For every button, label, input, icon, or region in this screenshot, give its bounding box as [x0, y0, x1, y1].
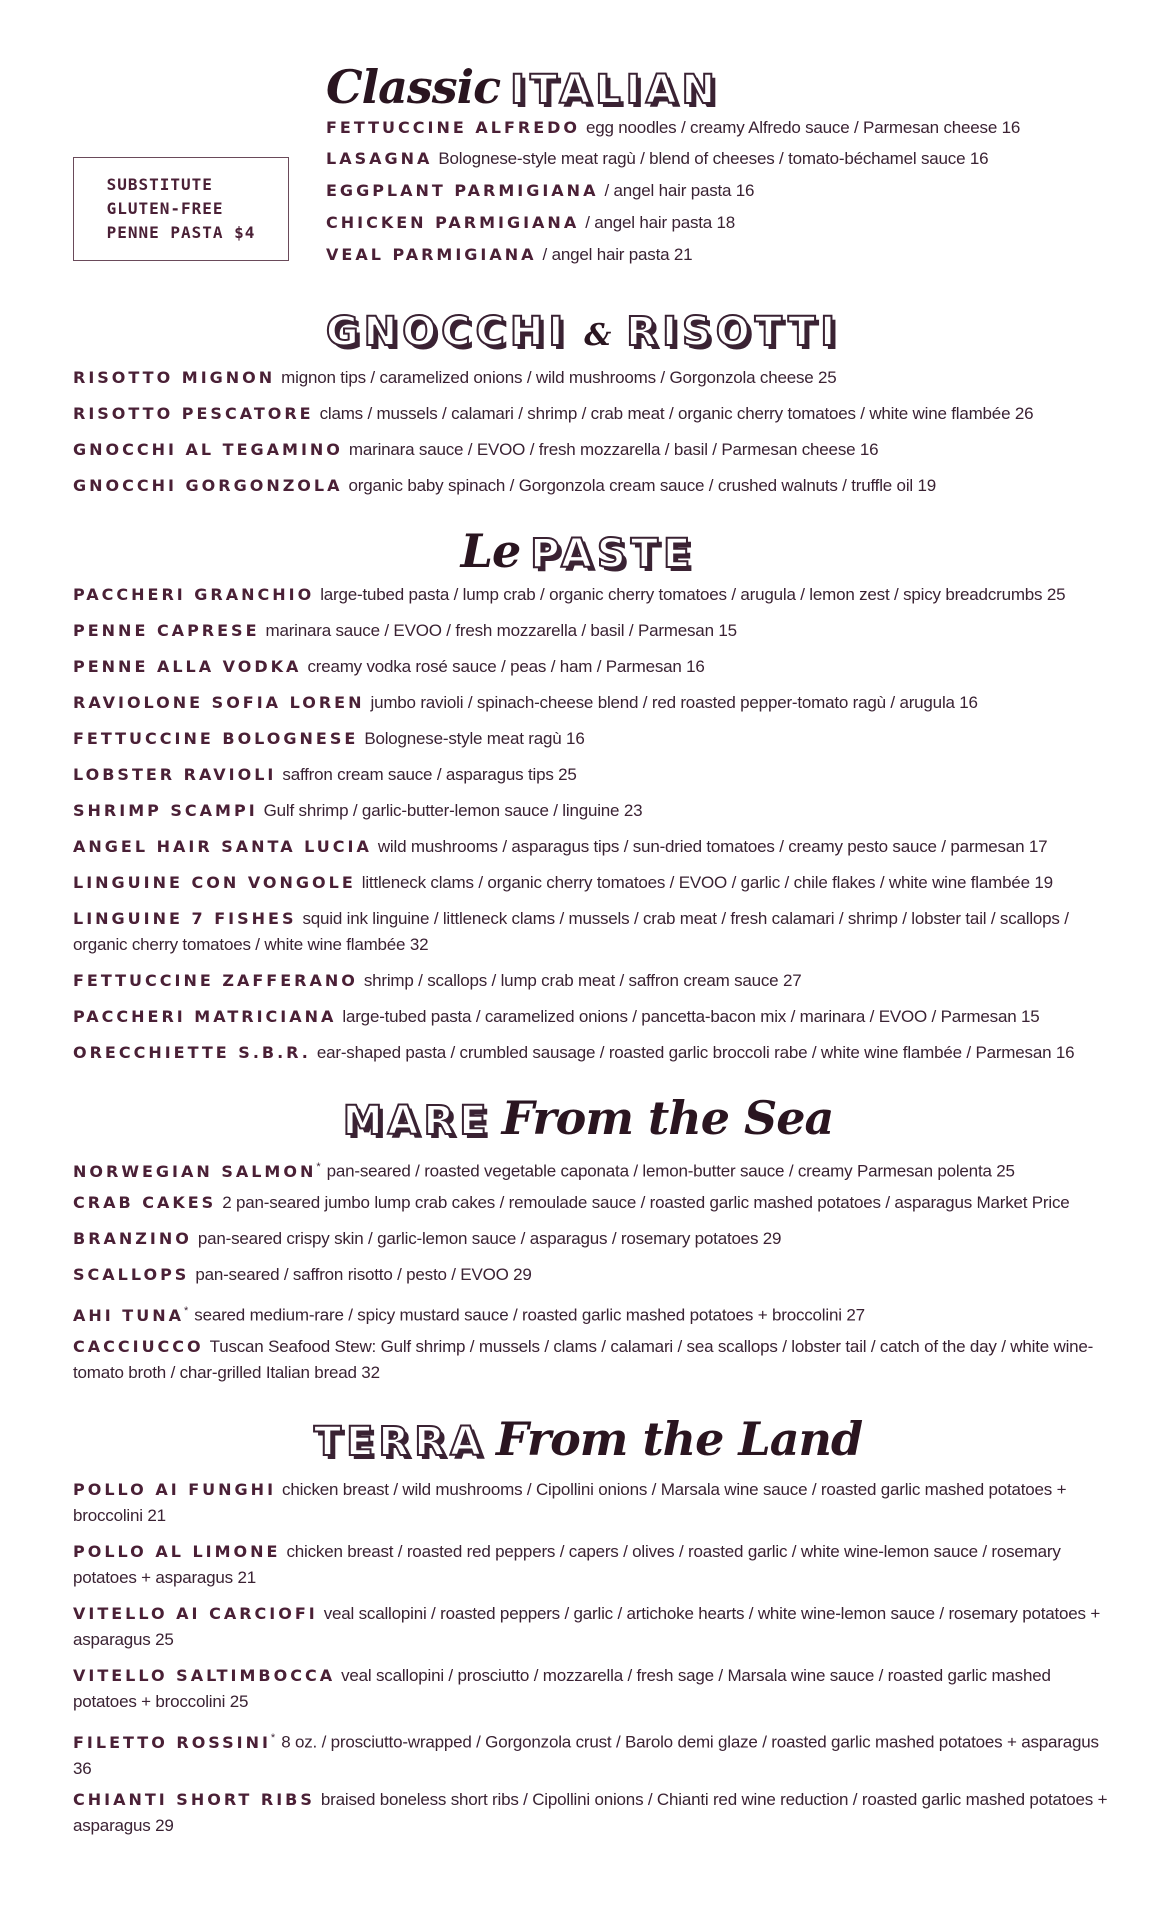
item-name: CACCIUCCO [73, 1337, 204, 1356]
item-name: LASAGNA [326, 149, 433, 168]
item-star: * [183, 1305, 189, 1317]
menu-item [73, 1725, 1113, 1782]
menu-item [73, 1262, 1113, 1288]
item-name: AHI TUNA [73, 1305, 184, 1325]
menu-item [73, 1226, 1113, 1252]
item-desc: chicken breast / wild mushrooms / Cipollini onions / Marsala wine sauce / roasted garlic mashed potatoes + broccolini 21 [73, 1480, 1067, 1525]
menu-item [73, 1334, 1113, 1386]
item-name: ORECCHIETTE S.B.R. [73, 1043, 311, 1062]
ampersand: & [584, 318, 611, 353]
item-desc: Bolognese-style meat ragù 16 [364, 729, 585, 748]
item-desc: littleneck clams / organic cherry tomatoes / EVOO / garlic / chile flakes / white wine flambée 19 [361, 873, 1053, 892]
item-desc: saffron cream sauce / asparagus tips 25 [282, 765, 577, 784]
item-desc: 2 pan-seared jumbo lump crab cakes / remoulade sauce / roasted garlic mashed potatoes / asparagus Market Price [222, 1193, 1070, 1212]
item-name: GNOCCHI AL TEGAMINO [73, 440, 343, 459]
menu-item [326, 242, 1106, 268]
item-desc: wild mushrooms / asparagus tips / sun-dried tomatoes / creamy pesto sauce / parmesan 17 [377, 837, 1048, 856]
item-name: LINGUINE 7 FISHES [73, 909, 297, 928]
item-name: FILETTO ROSSINI [73, 1732, 271, 1752]
item-desc: jumbo ravioli / spinach-cheese blend / red roasted pepper-tomato ragù / arugula 16 [370, 693, 978, 712]
item-name: CHICKEN PARMIGIANA [326, 213, 580, 232]
gluten-free-note: SUBSTITUTE GLUTEN-FREE PENNE PASTA $4 [106, 175, 256, 242]
item-desc: Gulf shrimp / garlic-butter-lemon sauce / linguine 23 [263, 801, 643, 820]
menu-item [73, 1190, 1113, 1216]
item-name: RISOTTO MIGNON [73, 368, 276, 387]
item-name: ANGEL HAIR SANTA LUCIA [73, 837, 372, 856]
menu-item [73, 1298, 1113, 1329]
menu-item [73, 582, 1113, 608]
menu-item [326, 146, 1106, 172]
mare-heading [0, 1091, 1166, 1145]
menu-item [73, 834, 1113, 860]
item-name: CRAB CAKES [73, 1193, 217, 1212]
item-name: RISOTTO PESCATORE [73, 404, 314, 423]
item-desc: / angel hair pasta 16 [604, 181, 755, 200]
item-desc: mignon tips / caramelized onions / wild mushrooms / Gorgonzola cheese 25 [281, 368, 837, 387]
item-desc: pan-seared crispy skin / garlic-lemon sauce / asparagus / rosemary potatoes 29 [197, 1229, 782, 1248]
menu-item [73, 1787, 1113, 1839]
item-desc: pan-seared / saffron risotto / pesto / EVOO 29 [195, 1265, 532, 1284]
item-desc: / angel hair pasta 21 [542, 245, 693, 264]
gnocchi-block-title: GNOCCHI [325, 309, 569, 355]
item-desc: organic baby spinach / Gorgonzola cream sauce / crushed walnuts / truffle oil 19 [348, 476, 937, 495]
item-desc: egg noodles / creamy Alfredo sauce / Parmesan cheese 16 [586, 118, 1021, 137]
item-desc: marinara sauce / EVOO / fresh mozzarella / basil / Parmesan cheese 16 [348, 440, 879, 459]
from-the-sea-script: From the Sea [501, 1091, 834, 1145]
item-name: SCALLOPS [73, 1265, 190, 1284]
menu-item [73, 690, 1113, 716]
item-name: LINGUINE CON VONGOLE [73, 873, 356, 892]
menu-item [73, 1477, 1113, 1529]
item-name: POLLO AL LIMONE [73, 1542, 281, 1561]
item-desc: shrimp / scallops / lump crab meat / saffron cream sauce 27 [363, 971, 802, 990]
item-desc: chicken breast / roasted red peppers / capers / olives / roasted garlic / white wine-lemon sauce / rosemary potatoes + asparagus 21 [73, 1542, 1061, 1587]
item-name: NORWEGIAN SALMON [73, 1161, 317, 1181]
menu-item [73, 365, 1113, 391]
menu-item [73, 1004, 1113, 1030]
gnocchi-risotti-heading [0, 309, 1166, 355]
menu-item [73, 401, 1113, 427]
from-the-land-script: From the Land [495, 1412, 863, 1466]
menu-item [73, 906, 1113, 958]
item-desc: marinara sauce / EVOO / fresh mozzarella / basil / Parmesan 15 [265, 621, 737, 640]
le-script-title: Le [460, 524, 521, 578]
menu-item [326, 210, 1106, 236]
item-desc: clams / mussels / calamari / shrimp / crab meat / organic cherry tomatoes / white wine flambée 26 [319, 404, 1034, 423]
menu-item [73, 870, 1113, 896]
item-name: EGGPLANT PARMIGIANA [326, 181, 599, 200]
menu-item [73, 1601, 1113, 1653]
menu-item [73, 1154, 1113, 1185]
menu-item [73, 798, 1113, 824]
item-desc: ear-shaped pasta / crumbled sausage / roasted garlic broccoli rabe / white wine flambée / Parmesan 16 [316, 1043, 1075, 1062]
item-name: VEAL PARMIGIANA [326, 245, 537, 264]
item-name: FETTUCCINE ZAFFERANO [73, 971, 358, 990]
menu-item [73, 1040, 1113, 1066]
item-desc: Bolognese-style meat ragù / blend of cheeses / tomato-béchamel sauce 16 [438, 149, 989, 168]
le-paste-heading [0, 524, 1166, 578]
menu-item [73, 473, 1113, 499]
classic-script-title: Classic [326, 60, 501, 114]
item-desc: braised boneless short ribs / Cipollini onions / Chianti red wine reduction / roasted garlic mashed potatoes + asparagus 29 [73, 1790, 1108, 1835]
menu-item [73, 437, 1113, 463]
menu-item [73, 1663, 1113, 1715]
item-name: LOBSTER RAVIOLI [73, 765, 277, 784]
item-name: PACCHERI MATRICIANA [73, 1007, 337, 1026]
menu-item [73, 762, 1113, 788]
paste-block-title: PASTE [530, 531, 696, 577]
item-name: SHRIMP SCAMPI [73, 801, 258, 820]
menu-item [73, 654, 1113, 680]
item-desc: squid ink linguine / littleneck clams / mussels / crab meat / fresh calamari / shrimp / lobster tail / scallops / organic cherry tomatoes / white wine flambée 32 [73, 909, 1069, 954]
menu-item [73, 968, 1113, 994]
item-name: GNOCCHI GORGONZOLA [73, 476, 343, 495]
item-name: BRANZINO [73, 1229, 192, 1248]
item-desc: Tuscan Seafood Stew: Gulf shrimp / mussels / clams / calamari / sea scallops / lobster tail / catch of the day / white wine-tomato broth / char-grilled Italian bread 32 [73, 1337, 1094, 1382]
italian-block-title: ITALIAN [510, 67, 720, 113]
item-name: VITELLO AI CARCIOFI [73, 1604, 318, 1623]
menu-item [73, 618, 1113, 644]
menu-item [73, 1539, 1113, 1591]
item-name: CHIANTI SHORT RIBS [73, 1790, 315, 1809]
item-desc: large-tubed pasta / lump crab / organic cherry tomatoes / arugula / lemon zest / spicy breadcrumbs 25 [320, 585, 1066, 604]
item-desc: 8 oz. / prosciutto-wrapped / Gorgonzola crust / Barolo demi glaze / roasted garlic mashed potatoes + asparagus 36 [73, 1732, 1099, 1778]
item-desc: veal scallopini / prosciutto / mozzarella / fresh sage / Marsala wine sauce / roasted garlic mashed potatoes + broccolini 25 [73, 1666, 1051, 1711]
item-desc: large-tubed pasta / caramelized onions / pancetta-bacon mix / marinara / EVOO / Parmesan 15 [342, 1007, 1040, 1026]
item-desc: pan-seared / roasted vegetable caponata / lemon-butter sauce / creamy Parmesan polenta 25 [326, 1161, 1015, 1181]
menu-item [73, 726, 1113, 752]
risotti-block-title: RISOTTI [626, 309, 841, 355]
item-name: PACCHERI GRANCHIO [73, 585, 315, 604]
item-name: FETTUCCINE BOLOGNESE [73, 729, 359, 748]
item-desc: / angel hair pasta 18 [585, 213, 736, 232]
gluten-free-note-box [73, 157, 289, 261]
item-name: PENNE ALLA VODKA [73, 657, 302, 676]
item-desc: seared medium-rare / spicy mustard sauce / roasted garlic mashed potatoes + broccolini 27 [194, 1305, 865, 1325]
terra-heading [0, 1412, 1166, 1466]
menu-item [326, 178, 1106, 204]
menu-item [326, 115, 1106, 141]
item-desc: creamy vodka rosé sauce / peas / ham / Parmesan 16 [307, 657, 705, 676]
item-desc: veal scallopini / roasted peppers / garlic / artichoke hearts / white wine-lemon sauce / rosemary potatoes + asparagus 25 [73, 1604, 1101, 1649]
item-name: FETTUCCINE ALFREDO [326, 118, 581, 137]
item-name: VITELLO SALTIMBOCCA [73, 1666, 336, 1685]
item-name: POLLO AI FUNGHI [73, 1480, 277, 1499]
item-name: PENNE CAPRESE [73, 621, 260, 640]
terra-block-title: TERRA [313, 1419, 486, 1465]
mare-block-title: MARE [342, 1098, 492, 1144]
item-star: * [270, 1732, 276, 1744]
item-star: * [316, 1161, 321, 1173]
classic-italian-heading [326, 60, 1166, 114]
item-name: RAVIOLONE SOFIA LOREN [73, 693, 365, 712]
